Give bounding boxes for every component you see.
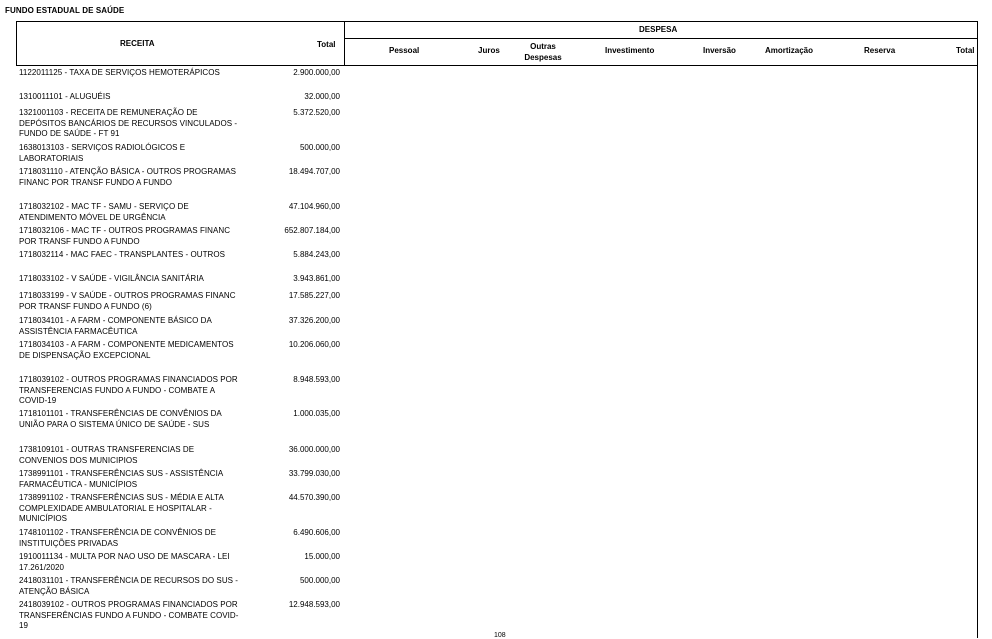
row-description: 1738991102 - TRANSFERÊNCIAS SUS - MÉDIA E ALTA COMPLEXIDADE AMBULATORIAL E HOSPITALAR - MUNICÍPIOS: [19, 493, 224, 523]
row-description: 1718032102 - MAC TF - SAMU - SERVIÇO DE ATENDIMENTO MÓVEL DE URGÊNCIA: [19, 202, 189, 222]
row-description: 1718034101 - A FARM - COMPONENTE BÁSICO DA ASSISTÊNCIA FARMACÊUTICA: [19, 316, 212, 336]
row-value: 6.490.606,00: [293, 528, 340, 537]
row-value: 1.000.035,00: [293, 409, 340, 418]
header-receita-total: Total: [317, 40, 336, 49]
header-reserva: Reserva: [864, 46, 896, 55]
row-value: 12.948.593,00: [288, 600, 340, 609]
table-header: [16, 21, 978, 66]
row-description: 1718033102 - V SAÚDE - VIGILÂNCIA SANITÁRIA: [19, 274, 204, 283]
row-value: 652.807.184,00: [284, 226, 340, 235]
page-number: 108: [494, 632, 506, 639]
row-description: 1738991101 - TRANSFERÊNCIAS SUS - ASSISTÊNCIA FARMACÊUTICA - MUNICÍPIOS: [19, 469, 223, 489]
row-value: 10.206.060,00: [288, 340, 340, 349]
row-value: 32.000,00: [304, 92, 340, 101]
row-description: 2418039102 - OUTROS PROGRAMAS FINANCIADOS POR TRANSFERÊNCIAS FUNDO A FUNDO - COMBATE COVID-19: [19, 600, 239, 630]
row-description: 1718032114 - MAC FAEC - TRANSPLANTES - OUTROS: [19, 250, 226, 259]
row-value: 37.326.200,00: [288, 316, 340, 325]
row-value: 3.943.861,00: [293, 274, 340, 283]
row-description: 2418031101 - TRANSFERÊNCIA DE RECURSOS DO SUS - ATENÇÃO BÁSICA: [19, 576, 239, 596]
header-divider-vertical: [344, 22, 345, 65]
row-value: 18.494.707,00: [288, 167, 340, 176]
row-description: 1910011134 - MULTA POR NAO USO DE MASCARA - LEI 17.261/2020: [19, 552, 230, 572]
row-value: 47.104.960,00: [288, 202, 340, 211]
header-divider-horizontal: [344, 38, 977, 39]
row-description: 1718032106 - MAC TF - OUTROS PROGRAMAS FINANC POR TRANSF FUNDO A FUNDO: [19, 226, 231, 246]
row-description: 1718033199 - V SAÚDE - OUTROS PROGRAMAS FINANC POR TRANSF FUNDO A FUNDO (6): [19, 291, 236, 311]
row-value: 5.884.243,00: [293, 250, 340, 259]
row-value: 44.570.390,00: [288, 493, 340, 502]
row-description: 1718101101 - TRANSFERÊNCIAS DE CONVÊNIOS DA UNIÃO PARA O SISTEMA ÚNICO DE SAÚDE - SUS: [19, 409, 222, 429]
header-outras-despesas: Outras Despesas: [524, 42, 562, 62]
row-description: 1718031110 - ATENÇÃO BÁSICA - OUTROS PROGRAMAS FINANC POR TRANSF FUNDO A FUNDO: [19, 167, 237, 187]
row-description: 1122011125 - TAXA DE SERVIÇOS HEMOTERÁPICOS: [19, 68, 220, 77]
header-despesa: DESPESA: [639, 25, 678, 34]
header-despesa-total: Total: [956, 46, 975, 55]
header-amortizacao: Amortização: [765, 46, 814, 55]
row-description: 1718039102 - OUTROS PROGRAMAS FINANCIADOS POR TRANSFERENCIAS FUNDO A FUNDO - COMBATE A COVID-19: [19, 375, 238, 405]
header-receita: RECEITA: [120, 39, 155, 48]
header-juros: Juros: [478, 46, 500, 55]
row-description: 1738109101 - OUTRAS TRANSFERENCIAS DE CONVENIOS DOS MUNICIPIOS: [19, 445, 195, 465]
row-description: 1748101102 - TRANSFERÊNCIA DE CONVÊNIOS DE INSTITUIÇÕES PRIVADAS: [19, 528, 216, 548]
table-right-border: [977, 66, 978, 638]
row-value: 33.799.030,00: [288, 469, 340, 478]
row-value: 5.372.520,00: [293, 108, 340, 117]
header-inversao: Inversão: [703, 46, 736, 55]
row-description: 1310011101 - ALUGUÉIS: [19, 92, 111, 101]
row-description: 1638013103 - SERVIÇOS RADIOLÓGICOS E LABORATORIAIS: [19, 143, 186, 163]
header-pessoal: Pessoal: [389, 46, 420, 55]
row-description: 1718034103 - A FARM - COMPONENTE MEDICAMENTOS DE DISPENSAÇÃO EXCEPCIONAL: [19, 340, 234, 360]
row-value: 500.000,00: [299, 143, 340, 152]
row-value: 8.948.593,00: [293, 375, 340, 384]
row-value: 15.000,00: [304, 552, 340, 561]
row-value: 36.000.000,00: [288, 445, 340, 454]
row-value: 500.000,00: [299, 576, 340, 585]
document-title: FUNDO ESTADUAL DE SAÚDE: [5, 6, 125, 15]
row-value: 17.585.227,00: [288, 291, 340, 300]
row-description: 1321001103 - RECEITA DE REMUNERAÇÃO DE DEPÓSITOS BANCÁRIOS DE RECURSOS VINCULADOS - FUNDO DE SAÚDE - FT 91: [19, 108, 238, 138]
row-value: 2.900.000,00: [293, 68, 340, 77]
header-investimento: Investimento: [605, 46, 655, 55]
